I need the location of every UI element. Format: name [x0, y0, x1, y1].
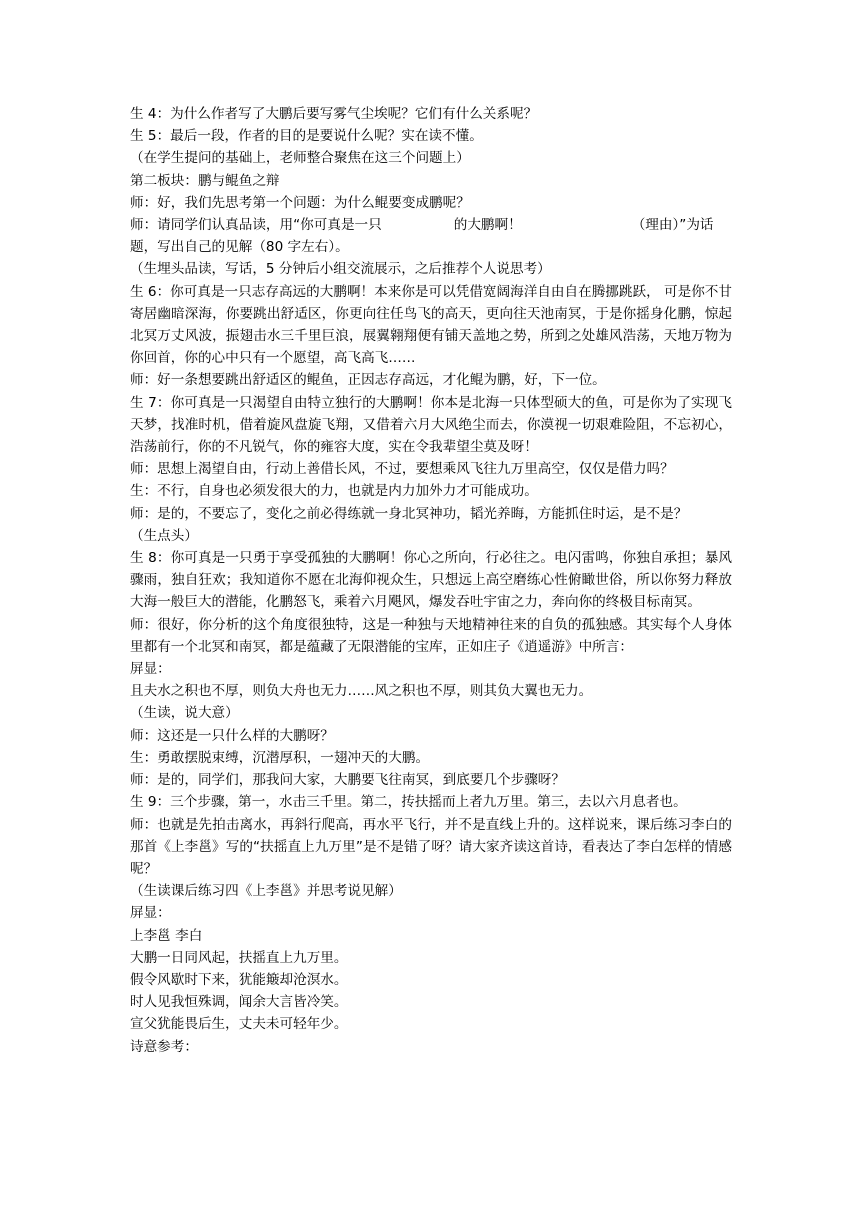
paragraph-note2: （生埋头品读，写话，5 分钟后小组交流展示，之后推荐个人说思考）	[130, 261, 551, 278]
paragraph-t7: 师：是的，同学们，那我问大家，大鹏要飞往南冥，到底要几个步骤呀？	[130, 772, 565, 789]
paragraph-t8: 师：也就是先拍击离水，再斜行爬高，再水平飞行，并不是直线上升的。这样说来，课后练习李白的那首《上李邕》写的“扶摇直上九万里”是不是错了呀？请大家齐读这首诗，看表达了李白怎样的情感呢？	[130, 816, 732, 877]
paragraph-quote1: 且夫水之积也不厚，则负大舟也无力……风之积也不厚，则其负大翼也无力。	[130, 683, 593, 700]
paragraph-s7: 生 7：你可真是一只渴望自由特立独行的大鹏啊！你本是北海一只体型硕大的鱼，可是你为了实现飞天梦，找准时机，借着旋风盘旋飞翔，又借着六月大风绝尘而去，你漠视一切艰难险阻，不忘初心，浩荡前行，你的不凡锐气，你的雍容大度，实在令我辈望尘莫及呀！	[130, 394, 732, 456]
poem-line-1: 大鹏一日同风起，扶摇直上九万里。	[130, 949, 348, 966]
paragraph-s8: 生 8：你可真是一只勇于享受孤独的大鹏啊！你心之所向，行必往之。电闪雷鸣，你独自承担；暴风骤雨，独自狂欢；我知道你不愿在北海仰视众生，只想远上高空磨练心性俯瞰世俗，所以你努力释放大海一般巨大的潜能，化鹏怒飞，乘着六月飓风，爆发吞吐宇宙之力，奔向你的终极目标南冥。	[130, 550, 732, 611]
poem-line-3: 时人见我恒殊调，闻余大言皆冷笑。	[130, 994, 348, 1011]
paragraph-s-reply: 生：不行，自身也必须发很大的力，也就是内力加外力才可能成功。	[130, 483, 538, 500]
poem-line-2: 假令风歇时下来，犹能簸却沧溟水。	[130, 971, 348, 988]
paragraph-note5: （生读课后练习四《上李邕》并思考说见解）	[130, 883, 402, 900]
paragraph-t2: 师：好一条想要跳出舒适区的鲲鱼，正因志存高远，才化鲲为鹏，好，下一位。	[130, 372, 606, 389]
writing-task	[130, 214, 732, 258]
paragraph-screen2: 屏显：	[130, 905, 171, 922]
paragraph-note3: （生点头）	[130, 527, 198, 544]
paragraph-t3: 师：思想上渴望自由，行动上善借长风，不过，要想乘风飞往九万里高空，仅仅是借力吗？	[130, 461, 674, 478]
paragraph-t6: 师：这还是一只什么样的大鹏呀？	[130, 727, 334, 744]
text-line-q5: 生 5：最后一段，作者的目的是要说什么呢？实在读不懂。	[130, 128, 483, 145]
poem-title: 上李邕 李白	[130, 927, 203, 944]
paragraph-t5: 师：很好，你分析的这个角度很独特，这是一种独与天地精神往来的自负的孤独感。其实每个人身体里都有一个北冥和南冥，都是蕴藏了无限潜能的宝库，正如庄子《逍遥游》中所言：	[130, 616, 732, 655]
paragraph-t4: 师：是的，不要忘了，变化之前必得练就一身北冥神功，韬光养晦，方能抓住时运，是不是？	[130, 505, 688, 522]
paragraph-note4: （生读，说大意）	[130, 705, 239, 722]
task-part1: 师：请同学们认真品读，用“你可真是一只	[130, 217, 382, 234]
section-heading: 第二板块：鹏与鲲鱼之辩	[130, 172, 280, 189]
poem-line-4: 宣父犹能畏后生，丈夫未可轻年少。	[130, 1016, 348, 1033]
text-line-t1: 师：好，我们先思考第一个问题：为什么鲲要变成鹏呢？	[130, 194, 470, 211]
text-line-note1: （在学生提问的基础上，老师整合聚焦在这三个问题上）	[130, 150, 470, 167]
paragraph-ref: 诗意参考：	[130, 1038, 198, 1055]
paragraph-screen1: 屏显：	[130, 661, 171, 678]
task-part2: 的大鹏啊！	[453, 217, 522, 234]
paragraph-s6: 生 6：你可真是一只志存高远的大鹏啊！本来你是可以凭借宽阔海洋自由自在腾挪跳跃， 可是你不甘寄居幽暗深海，你要跳出舒适区，你更向往任鸟飞的高天，更向往天池南冥，于是你摇身化鹏，惊起北冥万丈风波，振翅击水三千里巨浪，展翼翱翔便有铺天盖地之势，所到之处雄风浩荡，天地万物为你回首，你的心中只有一个愿望，高飞高飞……	[130, 283, 732, 367]
document-page	[130, 103, 732, 1058]
task-part3: （理由）”为话题，写出自己的见解（80 字左右）。	[130, 217, 714, 256]
paragraph-s9: 生 9：三个步骤，第一，水击三千里。第二，抟扶摇而上者九万里。第三，去以六月息者也。	[130, 794, 687, 811]
paragraph-s-reply2: 生：勇敢摆脱束缚，沉潜厚积，一翅冲天的大鹏。	[130, 749, 430, 766]
text-line-q4: 生 4：为什么作者写了大鹏后要写雾气尘埃呢？它们有什么关系呢？	[130, 106, 538, 122]
